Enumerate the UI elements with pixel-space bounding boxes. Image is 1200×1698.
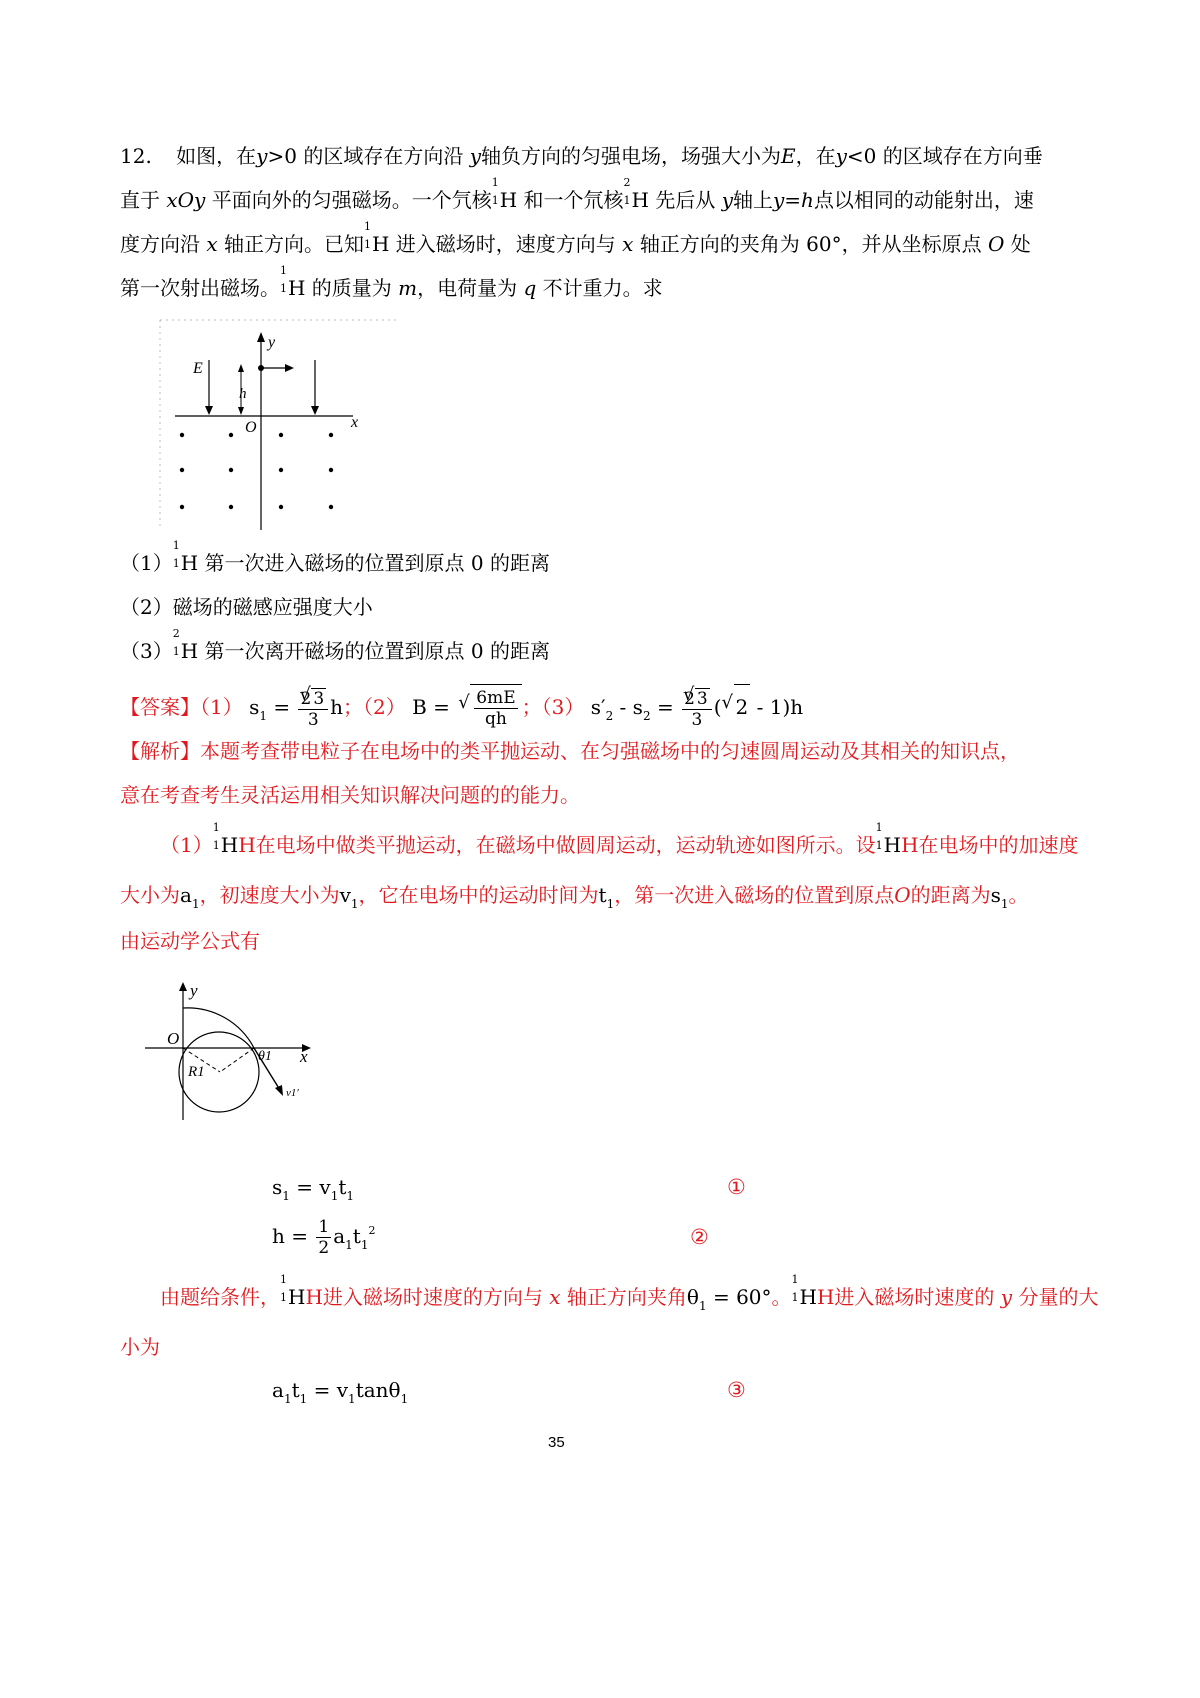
b-field-dot <box>229 433 233 437</box>
problem-number: 12. <box>120 144 152 168</box>
b-field-dot <box>180 468 184 472</box>
b-field-dot <box>279 505 283 509</box>
b-field-dot <box>329 468 333 472</box>
origin-label: O <box>245 419 257 436</box>
answer-tag: 【答案】 <box>120 695 200 719</box>
b-field-dot <box>229 468 233 472</box>
velocity-label: v1′ <box>286 1087 299 1099</box>
trajectory-diagram <box>140 972 340 1122</box>
problem-line-2: 直于 xOy 平面向外的匀强磁场。一个氕核 1 1 H 和一个氘核 2 1 H 先后从 y轴上y=h点以相同的动能射出，速 <box>120 176 1034 212</box>
analysis-para-2: 大小为$a_1$，初速度大小为$v_1$，它在电场中的运动时间为$t_1$，第一次进入磁场的位置到原点O的距离为$s_1$。 <box>120 883 1029 911</box>
b-field-dot <box>180 505 184 509</box>
answer-formula-3: $s'_2 - s_2$ = $\frac{2√ 3}{3}$ (√ 2 - 1)h <box>591 695 803 719</box>
answer-formula-1: $s_1$ = $\frac{2√ 3}{3}$ h <box>249 695 343 719</box>
equation-1: $s_1 = v_1t_1$ <box>272 1175 355 1203</box>
b-field-dot <box>329 433 333 437</box>
analysis-line-1: 【解析】本题考查带电粒子在电场中的类平抛运动、在匀强磁场中的匀速圆周运动及其相关的知识点， <box>120 739 1020 763</box>
y-axis-label: y <box>268 334 276 351</box>
answer-formula-2: B = √ $\frac{6mE}{qh}$ <box>412 695 522 719</box>
b-field-dot <box>180 433 184 437</box>
problem-line-3: 度方向沿 x 轴正方向。已知 1 1 H 进入磁场时，速度方向与 x 轴正方向的夹角为 60°，并从坐标原点 O 处 <box>120 220 1031 256</box>
answer-line: 【答案】（1） $s_1$ = $\frac{2√ 3}{3}$ h；（2） B = √ $\frac{6mE}{qh}$ ；（3） $s'_2 - s_2$ = $\frac{2√ 3}{3}$ (√ 2 - 1)h <box>120 684 803 732</box>
analysis-tag: 【解析】 <box>120 739 200 763</box>
equation-marker-3: ③ <box>727 1378 746 1402</box>
radius-label: R1 <box>188 1064 205 1080</box>
h-label: h <box>239 386 247 402</box>
x-axis-label: x <box>351 414 359 431</box>
isotope-1H: 1 1 <box>172 539 180 570</box>
y-axis-arrow <box>257 332 265 342</box>
analysis-para-3: 由运动学公式有 <box>120 929 260 953</box>
problem-line-4: 第一次射出磁场。 1 1 H 的质量为 m，电荷量为 q 不计重力。求 <box>120 264 663 300</box>
page-number: 35 <box>548 1434 565 1451</box>
condition-line-1: 由题给条件， 1 1 HH进入磁场时速度的方向与 x 轴正方向夹角$\theta_1 = 60^\circ$。 1 1 HH进入磁场时速度的 y 分量的大 <box>160 1273 1099 1313</box>
velocity-arrow <box>275 1085 283 1096</box>
isotope-2H: 2 1 <box>172 627 180 658</box>
h-arrow-down <box>238 407 244 415</box>
equation-marker-1: ① <box>727 1175 746 1199</box>
equation-marker-2: ② <box>690 1225 709 1249</box>
velocity-arrow <box>285 364 294 372</box>
E-label: E <box>193 360 203 377</box>
condition-line-2: 小为 <box>120 1335 160 1359</box>
analysis-line-2: 意在考查考生灵活运用相关知识解决问题的的能力。 <box>120 783 580 807</box>
equation-3: $a_1t_1 = v_1\tan\theta_1$ <box>272 1378 409 1406</box>
field-arrow-right <box>311 406 319 415</box>
b-field-dot <box>279 433 283 437</box>
b-field-dot <box>279 468 283 472</box>
isotope-1H: 1 1 <box>212 821 220 852</box>
origin-label: O <box>167 1029 180 1048</box>
b-field-dot <box>329 505 333 509</box>
isotope-1H: 1 1 <box>491 176 499 207</box>
isotope-1H: 1 1 <box>364 220 371 251</box>
question-1: （1） 1 1 H 第一次进入磁场的位置到原点 0 的距离 <box>120 539 550 575</box>
analysis-para-1: （1） 1 1 HH在电场中做类平抛运动，在磁场中做圆周运动，运动轨迹如图所示。设 1 1 HH在电场中的加速度 <box>160 821 1079 857</box>
b-field-dot <box>229 505 233 509</box>
radius-line <box>220 1048 254 1072</box>
equation-2: h = $\frac{1}{2}$ $a_1t_1^2$ <box>272 1217 376 1258</box>
isotope-1H: 1 1 <box>875 821 883 852</box>
isotope-1H: 1 1 <box>280 264 287 295</box>
y-axis-arrow <box>179 982 187 991</box>
question-3: （3） 2 1 H 第一次离开磁场的位置到原点 0 的距离 <box>120 627 550 663</box>
parabolic-path <box>183 1008 254 1048</box>
y-axis-label: y <box>190 981 198 1000</box>
theta-label: θ1 <box>258 1049 272 1064</box>
problem-line-1: 12. 如图，在y>0 的区域存在方向沿 y轴负方向的匀强电场，场强大小为E，在y<0 的区域存在方向垂 <box>120 144 1043 168</box>
isotope-2H: 2 1 <box>623 176 631 207</box>
field-arrow-left <box>205 406 213 415</box>
question-2: （2）磁场的磁感应强度大小 <box>120 595 373 619</box>
x-axis-label: x <box>300 1047 308 1066</box>
h-arrow-up <box>238 364 244 372</box>
field-diagram <box>155 318 405 533</box>
isotope-1H: 1 1 <box>280 1273 287 1304</box>
isotope-1H: 1 1 <box>791 1273 799 1304</box>
